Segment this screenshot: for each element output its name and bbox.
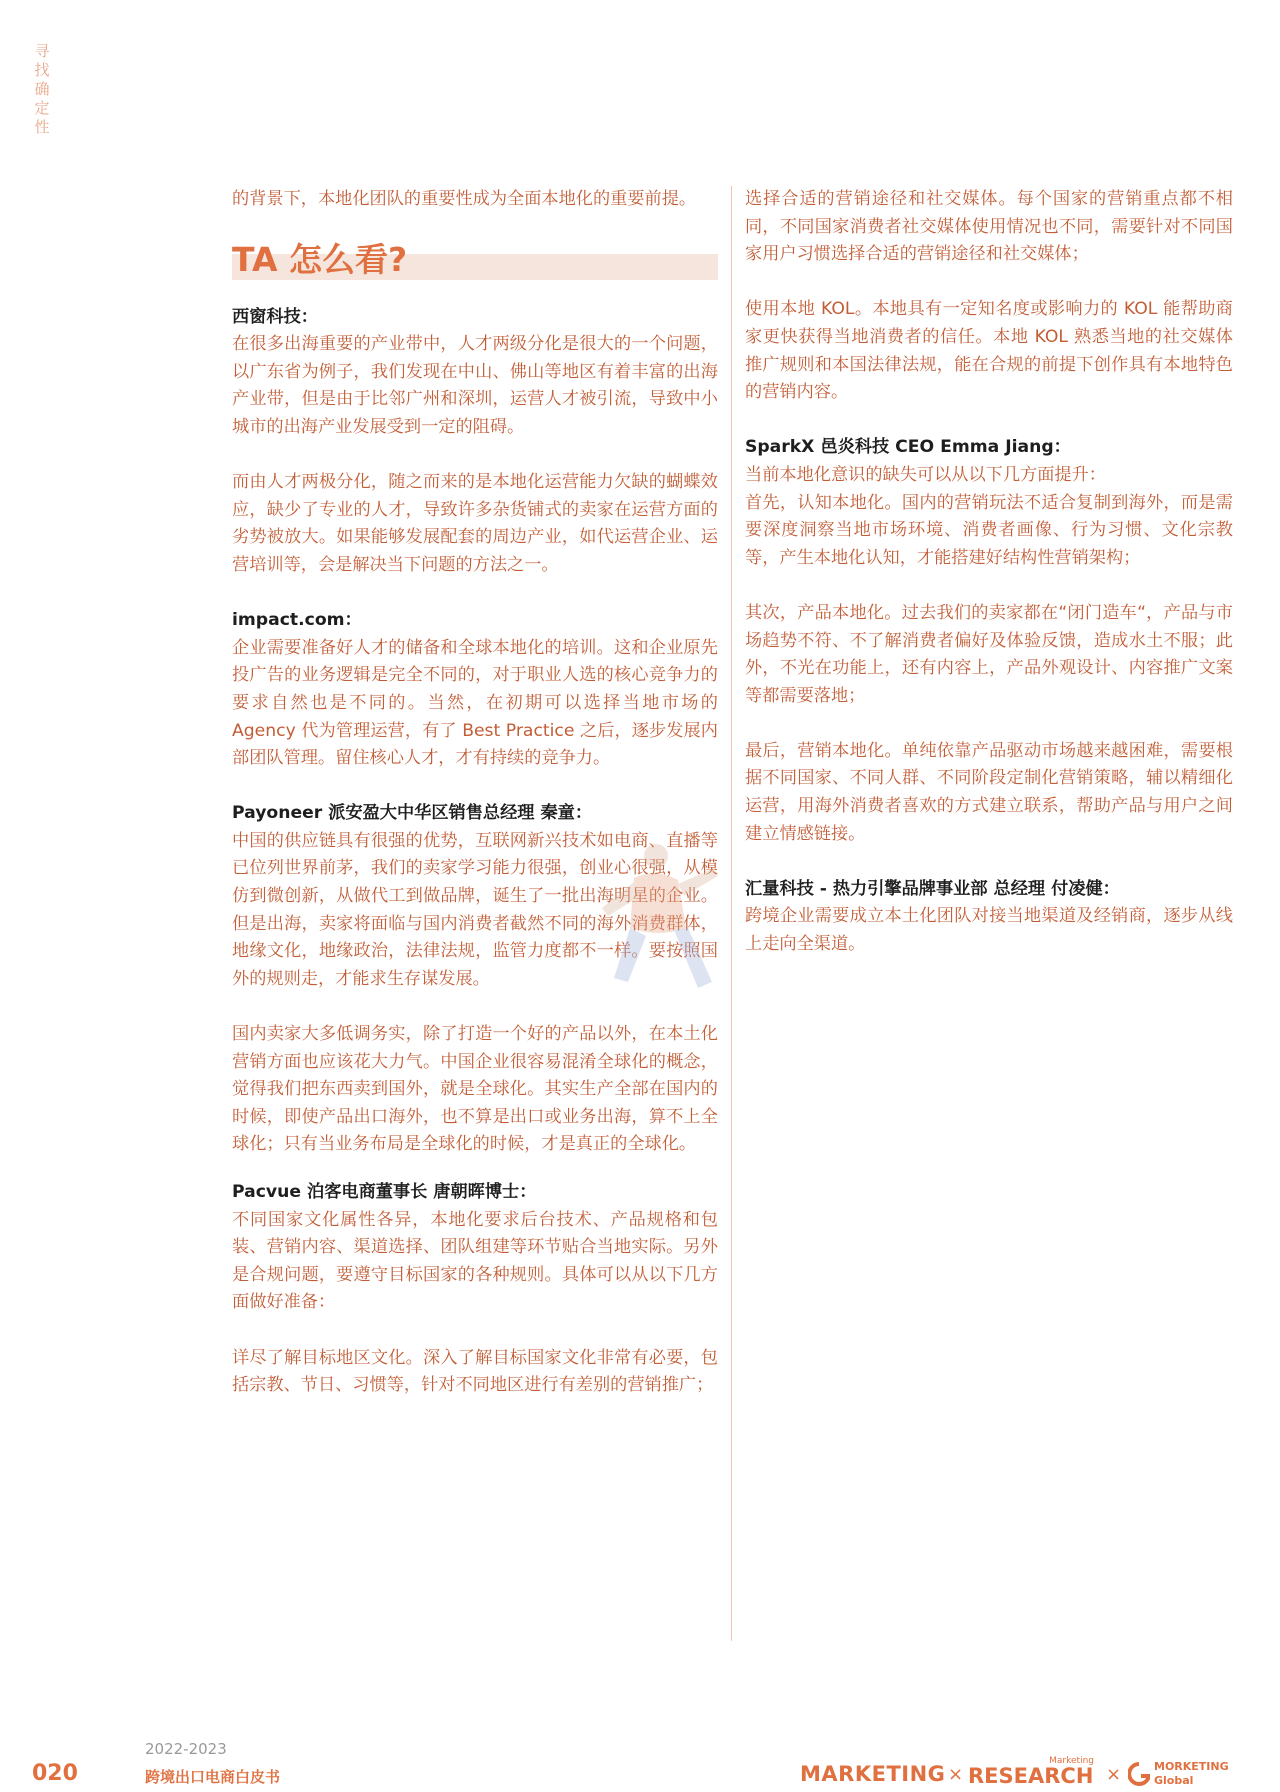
left-column <box>232 186 718 1400</box>
marketing-logo: MARKETING <box>800 1762 946 1786</box>
research-logo <box>968 1756 1098 1792</box>
quote-paragraph: 详尽了解目标地区文化。深入了解目标国家文化非常有必要，包括宗教、节日、习惯等，针对不同地区进行有差别的营销推广； <box>232 1347 718 1396</box>
quote-paragraph: 企业需要准备好人才的储备和全球本地化的培训。这和企业原先投广告的业务逻辑是完全不同的，对于职业人选的核心竞争力的要求自然也是不同的。当然，在初期可以选择当地市场的 Agency 代为管理运营，有了 Best Practice 之后，逐步发展内部团队管理。留住核心人才，才有持续的竞争力。 <box>232 637 718 769</box>
quote-paragraph: 最后，营销本地化。单纯依靠产品驱动市场越来越困难，需要根据不同国家、不同人群、不同阶段定制化营销策略，辅以精细化运营，用海外消费者喜欢的方式建立联系，帮助产品与用户之间建立情感链接。 <box>745 740 1233 844</box>
research-logo-caption: Marketing <box>1049 1756 1094 1766</box>
quote-paragraph: 其次，产品本地化。过去我们的卖家都在“闭门造车“，产品与市场趋势不符、不了解消费者偏好及体验反馈，造成水土不服；此外，不光在功能上，还有内容上，产品外观设计、内容推广文案等都需要落地； <box>745 602 1233 706</box>
quote-paragraph: 国内卖家大多低调务实，除了打造一个好的产品以外，在本土化营销方面也应该花大力气。中国企业很容易混淆全球化的概念，觉得我们把东西卖到国外，就是全球化。其实生产全部在国内的时候，即使产品出口海外，也不算是出口或业务出海，算不上全球化；只有当业务布局是全球化的时候，才是真正的全球化。 <box>232 1024 718 1155</box>
morketing-global-mark-icon <box>1128 1762 1150 1788</box>
page-number: 020 <box>32 1761 78 1786</box>
quote-paragraph: 当前本地化意识的缺失可以从以下几方面提升： 首先，认知本地化。国内的营销玩法不适合复制到海外，而是需要深度洞察当地市场环境、消费者画像、行为习惯、文化宗教等，产生本地化认知，才能搭建好结构性营销架构； <box>745 464 1233 568</box>
side-tab-char: 寻 <box>34 42 50 60</box>
morketing-global-logo <box>1128 1758 1240 1792</box>
running-figure-illustration <box>594 838 724 1008</box>
research-logo-text: RESEARCH <box>968 1764 1094 1788</box>
speaker-name: Payoneer 派安盈大中华区销售总经理 秦童： <box>232 803 593 824</box>
speaker-name: SparkX 邑炎科技 CEO Emma Jiang： <box>745 437 1071 458</box>
side-tab-char: 性 <box>34 118 50 136</box>
section-heading-bar <box>232 240 718 280</box>
global-logo-top: MORKETING <box>1154 1760 1229 1773</box>
logo-separator: × <box>1106 1764 1122 1785</box>
section-heading: TA 怎么看? <box>232 239 408 279</box>
quote-paragraph: 在很多出海重要的产业带中，人才两级分化是很大的一个问题，以广东省为例子，我们发现在中山、佛山等地区有着丰富的出海产业带，但是由于比邻广州和深圳，运营人才被引流，导致中小城市的出海产业发展受到一定的阻碍。 <box>232 334 718 437</box>
footer-logos <box>800 1756 1240 1792</box>
side-tab <box>32 42 52 137</box>
speaker-name: 西窗科技： <box>232 306 318 327</box>
speaker-name: Pacvue 泊客电商董事长 唐朝晖博士： <box>232 1182 537 1202</box>
quote-paragraph: 选择合适的营销途径和社交媒体。每个国家的营销重点都不相同，不同国家消费者社交媒体使用情况也不同，需要针对不同国家用户习惯选择合适的营销途径和社交媒体； <box>745 189 1233 265</box>
logo-separator: × <box>948 1764 964 1785</box>
footer-title: 跨境出口电商白皮书 <box>145 1768 281 1786</box>
quote-paragraph: 中国的供应链具有很强的优势，互联网新兴技术如电商、直播等已位列世界前茅，我们的卖家学习能力很强，创业心很强，从模仿到微创新，从做代工到做品牌，诞生了一批出海明星的企业。但是出海，卖家将面临与国内消费者截然不同的海外消费群体，地缘文化，地缘政治，法律法规，监管力度都不一样。要按照国外的规则走，才能求生存谋发展。 <box>232 830 718 989</box>
footer-years: 2022-2023 <box>145 1740 227 1758</box>
side-tab-char: 定 <box>34 99 50 117</box>
side-tab-char: 找 <box>34 61 50 79</box>
quote-paragraph: 不同国家文化属性各异，本地化要求后台技术、产品规格和包装、营销内容、渠道选择、团队组建等环节贴合当地实际。另外是合规问题，要遵守目标国家的各种规则。具体可以从以下几方面做好准备： <box>232 1209 718 1313</box>
quote-paragraph: 跨境企业需要成立本土化团队对接当地渠道及经销商，逐步从线上走向全渠道。 <box>745 906 1233 955</box>
quote-paragraph: 而由人才两极分化，随之而来的是本地化运营能力欠缺的蝴蝶效应，缺少了专业的人才，导致许多杂货铺式的卖家在运营方面的劣势被放大。如果能够发展配套的周边产业，如代运营企业、运营培训等，会是解决当下问题的方法之一。 <box>232 472 718 575</box>
quote-paragraph: 使用本地 KOL。本地具有一定知名度或影响力的 KOL 能帮助商家更快获得当地消费者的信任。本地 KOL 熟悉当地的社交媒体推广规则和本国法律法规，能在合规的前提下创作具有本地特色的营销内容。 <box>745 299 1233 403</box>
intro-paragraph: 的背景下，本地化团队的重要性成为全面本地化的重要前提。 <box>232 189 697 209</box>
speaker-name: 汇量科技 - 热力引擎品牌事业部 总经理 付凌健： <box>745 878 1120 899</box>
column-divider <box>731 186 732 1641</box>
global-logo-bottom: Global <box>1154 1774 1194 1787</box>
side-tab-char: 确 <box>34 80 50 98</box>
right-column <box>745 186 1233 959</box>
speaker-name: impact.com： <box>232 610 362 631</box>
